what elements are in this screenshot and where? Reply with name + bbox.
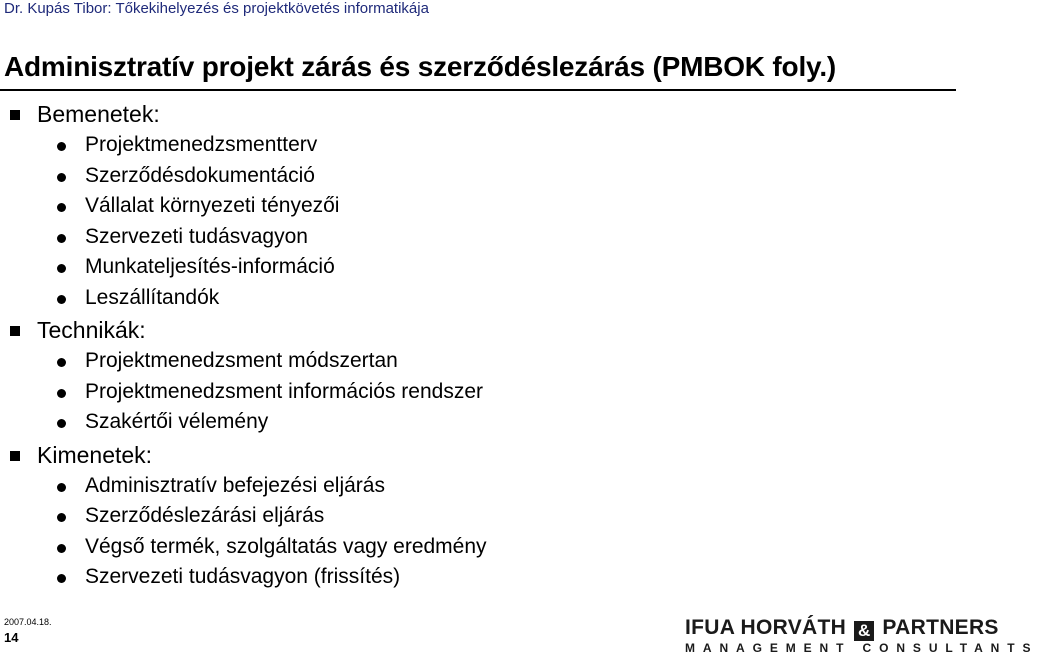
list-item-text: Projektmenedzsmentterv (85, 133, 318, 156)
list-item (0, 502, 960, 533)
square-bullet-icon (10, 326, 20, 336)
list-item (0, 533, 960, 564)
list-item (0, 284, 960, 315)
list-item-text: Leszállítandók (85, 285, 220, 309)
list-item-text: Szakértői vélemény (85, 410, 269, 433)
square-bullet-icon (10, 451, 20, 461)
round-bullet-icon (57, 389, 66, 398)
list-item-text: Szervezeti tudásvagyon (85, 224, 308, 248)
page-number: 14 (4, 630, 19, 645)
section-label: Kimenetek: (37, 441, 153, 468)
list-item-text: Projektmenedzsment információs rendszer (85, 379, 483, 403)
round-bullet-icon (57, 264, 66, 273)
round-bullet-icon (57, 544, 66, 553)
list-item (0, 131, 960, 162)
logo-text-right: PARTNERS (882, 616, 999, 639)
round-bullet-icon (57, 483, 66, 492)
list-item (0, 408, 960, 439)
section-bemenetek (0, 98, 960, 131)
section-kimenetek (0, 439, 960, 472)
list-item-text: Vállalat környezeti tényezői (85, 194, 340, 217)
logo-tagline: MANAGEMENT CONSULTANTS (685, 641, 1038, 655)
section-label: Bemenetek: (37, 101, 160, 127)
list-item (0, 162, 960, 193)
list-item-text: Projektmenedzsment módszertan (85, 349, 398, 372)
list-item-text: Adminisztratív befejezési eljárás (85, 473, 385, 497)
round-bullet-icon (57, 419, 66, 428)
round-bullet-icon (57, 295, 66, 304)
list-item (0, 472, 960, 503)
company-logo (685, 616, 1038, 656)
round-bullet-icon (57, 513, 66, 522)
slide-content (0, 98, 960, 594)
section-technikak (0, 314, 960, 347)
slide-title: Adminisztratív projekt zárás és szerződéslezárás (PMBOK foly.) (4, 51, 837, 82)
round-bullet-icon (57, 173, 66, 182)
round-bullet-icon (57, 234, 66, 243)
list-item (0, 223, 960, 254)
square-bullet-icon (10, 110, 20, 120)
logo-ampersand: & (854, 621, 874, 641)
list-item-text: Szerződéslezárási eljárás (85, 504, 325, 527)
list-item (0, 192, 960, 223)
list-item (0, 253, 960, 284)
slide-header: Dr. Kupás Tibor: Tőkekihelyezés és projektkövetés informatikája (4, 0, 429, 17)
list-item-text: Szervezeti tudásvagyon (frissítés) (85, 565, 401, 588)
round-bullet-icon (57, 203, 66, 212)
title-divider (0, 89, 956, 91)
round-bullet-icon (57, 358, 66, 367)
list-item (0, 563, 960, 594)
list-item-text: Munkateljesítés-információ (85, 255, 335, 278)
section-label: Technikák: (37, 317, 146, 343)
list-item-text: Szerződésdokumentáció (85, 163, 315, 187)
round-bullet-icon (57, 574, 66, 583)
logo-wordmark (685, 616, 999, 641)
list-item-text: Végső termék, szolgáltatás vagy eredmény (85, 534, 487, 558)
logo-text-left: IFUA HORVÁTH (685, 616, 847, 639)
round-bullet-icon (57, 142, 66, 151)
list-item (0, 347, 960, 378)
list-item (0, 378, 960, 409)
footer-date: 2007.04.18. (4, 617, 52, 627)
